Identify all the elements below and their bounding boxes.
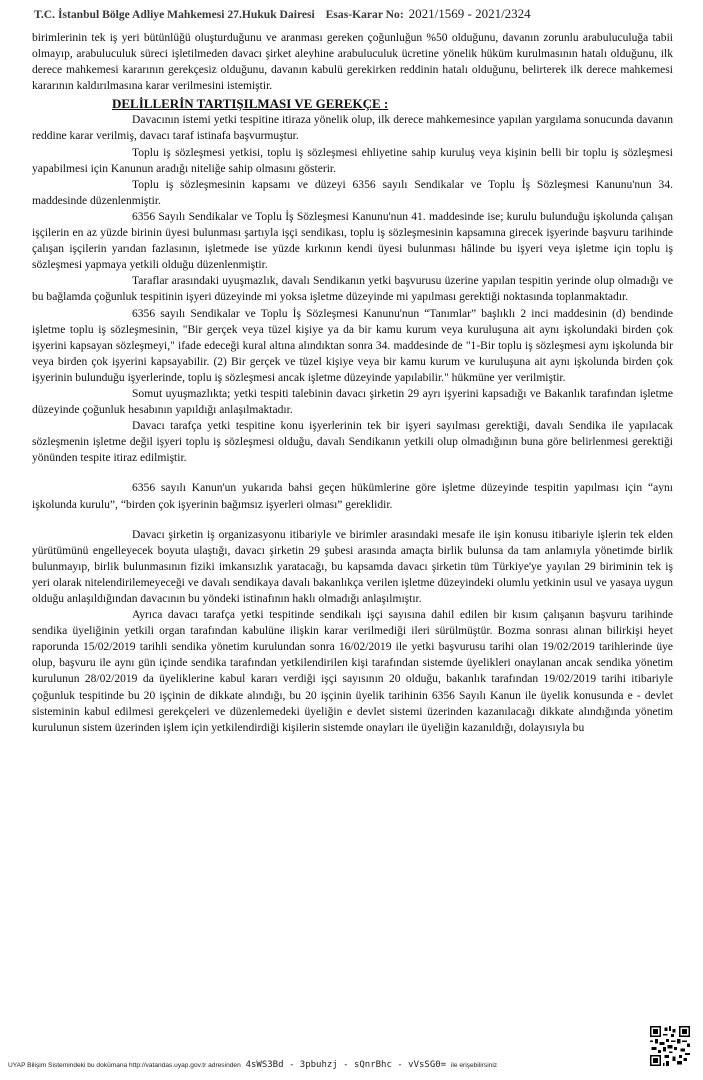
paragraph-intro: birimlerinin tek iş yeri bütünlüğü oluşturduğunu ve aranması gereken çoğunluğun %50 olduğunu, davanın zorunlu arabuluculuğa tabii olmayıp, arabuluculuk süreci işletilmeden davacı şirket aleyhine arabuluculuk ücretine yönelik hüküm kurulmasının hatalı olduğunu, ilk derece mahkemesi kararının gerekçesiz olduğunu, davanın kabulü gerekirken reddinin hatalı olduğunu, belirterek ilk derece mahkemesi kararının kaldırılmasına karar verilmesini istemiştir.	[32, 32, 673, 93]
court-name: T.C. İstanbul Bölge Adliye Mahkemesi 27.Hukuk Dairesi	[34, 8, 315, 21]
document-footer	[8, 1060, 638, 1074]
qr-code-icon	[650, 1026, 690, 1066]
verification-code: 4sWS3Bd - 3pbuhzj - sQnrBhc - vVsSG0=	[245, 1060, 447, 1070]
esas-label: Esas-Karar No:	[325, 8, 404, 21]
paragraph: Somut uyuşmazlıkta; yetki tespiti talebinin davacı şirketin 29 ayrı işyerini kapsadığı ve Bakanlık tarafından işletme düzeyinde çoğunluk hesabının yapıldığı anlaşılmaktadır.	[32, 387, 673, 417]
section-heading: DELİLLERİN TARTIŞILMASI VE GEREKÇE :	[112, 96, 389, 112]
paragraph: Davacı şirketin iş organizasyonu itibariyle ve birimler arasındaki mesafe ile işin konusu itibariyle işlerin tek elden yürütümünü engelleyecek boyuta ulaştığı, davacı şirketin 29 şubesi arasında amaçta birlik bulunsa da tam anlamıyla yönetimde birlik bulunmayıp, birlik bulunmasının fiziki imkansızlık yaratacağı, bu kapsamda davacı şirketin tüm Türkiye'ye yayılan 29 biriminin tek iş yeri olarak nitelendirilemeyeceği ve davalı sendikaya davalı bakanlıkça verilen işletme düzeyindeki olumlu yetkinin usul ve yasaya uygun olduğu anlaşıldığından davacının bu yöndeki istinafının haklı olmadığı anlaşılmıştır.	[32, 528, 673, 605]
paragraph: Davacının istemi yetki tespitine itiraza yönelik olup, ilk derece mahkemesince yapılan yargılama sonucunda davanın reddine karar verilmiş, davacı taraf istinafa başvurmuştur.	[32, 114, 673, 143]
footer-suffix: ile erişebilirsiniz	[450, 1062, 498, 1069]
paragraph: Davacı tarafça yetki tespitine konu işyerlerinin tek bir işyeri sayılması gerektiği, davalı Sendika ile yapılacak sözleşmenin işletme değil işyeri toplu iş sözleşmesi olduğu, davalı Sendikanın yetkili olup olmadığının buna göre belirlenmesi gerektiği yönünden tespite itiraz edilmiştir.	[32, 420, 673, 465]
footer-prefix: UYAP Bilişim Sistemindeki bu dokümana http://vatandas.uyap.gov.tr adresinden	[8, 1062, 241, 1069]
paragraph: 6356 sayılı Sendikalar ve Toplu İş Sözleşmesi Kanunu'nun “Tanımlar” başlıklı 2 inci maddesinin (d) bendinde işletme toplu iş sözleşmesinin, "Bir gerçek veya tüzel kişiye ya da bir kamu kurum veya kuruluşuna ait aynı işkolundaki birden çok işyerini kapsayan sözleşmeyi," ifade edeceği kural altına alındıktan sonra 34. maddesinde de "1-Bir toplu iş sözleşmesi aynı işkolunda bir veya birden çok işyerini kapsayabilir. (2) Bir gerçek ve tüzel kişiye veya bir kamu kurum ve kuruluşuna ait aynı işkolunda birden çok işyerinin bulunduğu işyerlerinde, toplu iş sözleşmesi ancak işletme düzeyinde yapılabilir." hükmüne yer verilmiştir.	[32, 307, 673, 384]
document-body	[32, 30, 673, 736]
paragraph: 6356 Sayılı Sendikalar ve Toplu İş Sözleşmesi Kanunu'nun 41. maddesinde ise; kurulu bulunduğu işkolunda çalışan işçilerin en az yüzde birinin üyesi bulunması şartıyla işçi sendikası, toplu iş sözleşmesinin kapsamına girecek işyerinde başvuru tarihinde çalışan işçilerin yarıdan fazlasının, işletmede ise yüzde kırkının kendi üyesi bulunması hâlinde bu işyeri veya işletme için toplu iş sözleşmesi yapmaya yetkili olduğu düzenlenmiştir.	[32, 210, 673, 272]
paragraph: Toplu iş sözleşmesi yetkisi, toplu iş sözleşmesi ehliyetine sahip kuruluş veya kişinin belli bir toplu iş sözleşmesi yapabilmesi için Kanunun aradığı niteliğe sahip olmasını gösterir.	[32, 146, 673, 175]
document-header	[34, 6, 674, 28]
paragraph: Toplu iş sözleşmesinin kapsamı ve düzeyi 6356 sayılı Sendikalar ve Toplu İş Sözleşmesi Kanunu'nun 34. maddesinde düzenlenmiştir.	[32, 178, 673, 207]
paragraph: Ayrıca davacı tarafça yetki tespitinde sendikalı işçi sayısına dahil edilen bir kısım çalışanın başvuru tarihinde sendika üyeliğinin yetkili organ tarafından kabulüne ilişkin karar verilmediği ileri sürülmüştür. Bozma sonrası alınan bilirkişi heyet raporunda 15/02/2019 tarihli sendika yönetim kurulundan sonra 16/02/2019 ile yetki başvurusu tarihi olan 19/02/2019 tarihlerinde üye olup, başvuru ile aynı gün içinde sendika tarafından yetkilendirilen kişi tarafından sistemde üyelikleri onaylanan ancak sendika yönetim kurulunun 28/02/2019 da üyeliklerine kabul kararı verdiği işçi sayısının 20 olduğu, bakanlık tarafından 19/02/2019 tarihi itibariyle çoğunluk tespitinde bu 20 işçinin de dikkate alındığı, bu 20 işçinin üyelik tarihinin 6356 Sayılı Kanun ile üyelik konusunda e - devlet sisteminin kabul edilmesi gerekçeleri ve düzenlemedeki üyeliğin e devlet sistemi üzerinden kazanılacağı dikkate alındığında yönetim kurulunun sistem üzerinden işlem için yetkilendirdiği kişilerin sistemde onayları ile üyeliğin kazanıldığı, dolayısıyla bu	[32, 609, 673, 734]
esas-karar-number: 2021/1569 - 2021/2324	[408, 6, 531, 21]
paragraph: Taraflar arasındaki uyuşmazlık, davalı Sendikanın yetki başvurusu üzerine yapılan tespitin yerinde olup olmadığı ve bu bağlamda çoğunluk tespitinin işyeri düzeyinde mi yoksa işletme düzeyinde mi yapılması gerektiği noktasında toplanmaktadır.	[32, 275, 673, 304]
paragraph: 6356 sayılı Kanun'un yukarıda bahsi geçen hükümlerine göre işletme düzeyinde tespitin yapılması için “aynı işkolunda kurulu”, “birden çok işyerinin bağımsız işyerleri olması” gereklidir.	[32, 482, 673, 511]
